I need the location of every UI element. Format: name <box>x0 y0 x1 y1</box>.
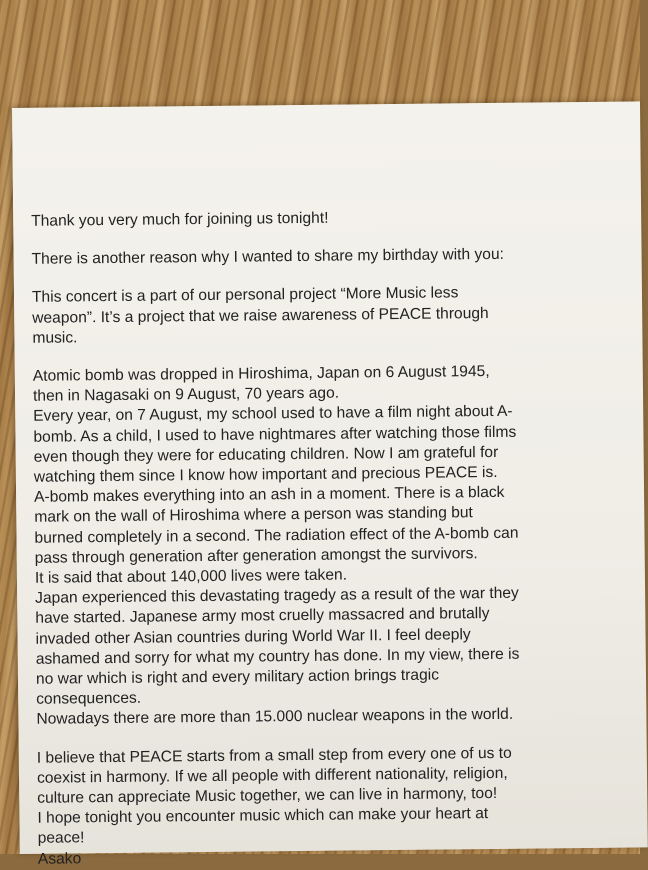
closing-line: culture can appreciate Music together, we can live in harmony, too! <box>37 785 498 807</box>
reason-line: There is another reason why I wanted to share my birthday with you: <box>31 246 505 269</box>
history-line: Every year, on 7 August, my school used to have a film night about A- <box>33 403 513 426</box>
history-line: consequences. <box>36 689 142 709</box>
history-line: Japan experienced this devastating tragedy as a result of the war they <box>35 584 519 608</box>
project-line: This concert is a part of our personal project “More Music less <box>31 284 459 307</box>
history-line: ashamed and sorry for what my country has done. In my view, there is <box>35 645 520 668</box>
history-line: It is said that about 140,000 lives were taken. <box>34 566 348 587</box>
history-line: invaded other Asian countries during World War II. I feel deeply <box>35 625 471 648</box>
history-line: Nowadays there are more than 15.000 nuclear weapons in the world. <box>36 706 514 729</box>
project-line: music. <box>32 329 78 347</box>
project-line: weapon”. It’s a project that we raise awareness of PEACE through <box>32 304 489 327</box>
history-line: A-bomb makes everything into an ash in a moment. There is a black <box>33 484 505 507</box>
signature-name: Asako <box>37 850 82 868</box>
history-line: pass through generation after generation amongst the survivors. <box>34 544 478 567</box>
reason-paragraph <box>31 244 631 270</box>
letter-body <box>31 206 638 870</box>
greeting-line: Thank you very much for joining us tonight! <box>31 209 329 230</box>
history-paragraph <box>33 361 637 731</box>
greeting-paragraph <box>31 206 631 232</box>
closing-line: I believe that PEACE starts from a small step from every one of us to <box>36 744 512 767</box>
project-paragraph <box>32 282 633 349</box>
history-line: even though they were for educating children. Now I am grateful for <box>33 443 499 466</box>
history-line: have started. Japanese army most cruelly massacred and brutally <box>35 605 490 628</box>
history-line: bomb. As a child, I used to have nightmares after watching those films <box>33 423 517 446</box>
closing-line: peace! <box>37 829 85 848</box>
letter-sheet <box>12 101 648 868</box>
history-line: mark on the wall of Hiroshima where a person was standing but <box>34 504 473 527</box>
history-line: watching them since I know how important and precious PEACE is. <box>33 463 498 486</box>
closing-line: I hope tonight you encounter music which can make your heart at <box>37 805 489 828</box>
history-line: burned completely in a second. The radiation effect of the A-bomb can <box>34 524 519 547</box>
history-line: Atomic bomb was dropped in Hiroshima, Japan on 6 August 1945, <box>32 363 490 385</box>
closing-line: coexist in harmony. If we all people with different nationality, religion, <box>36 764 508 787</box>
history-line: then in Nagasaki on 9 August, 70 years ago. <box>32 384 340 406</box>
closing-paragraph <box>37 742 638 869</box>
history-line: no war which is right and every military action brings tragic <box>35 666 440 688</box>
